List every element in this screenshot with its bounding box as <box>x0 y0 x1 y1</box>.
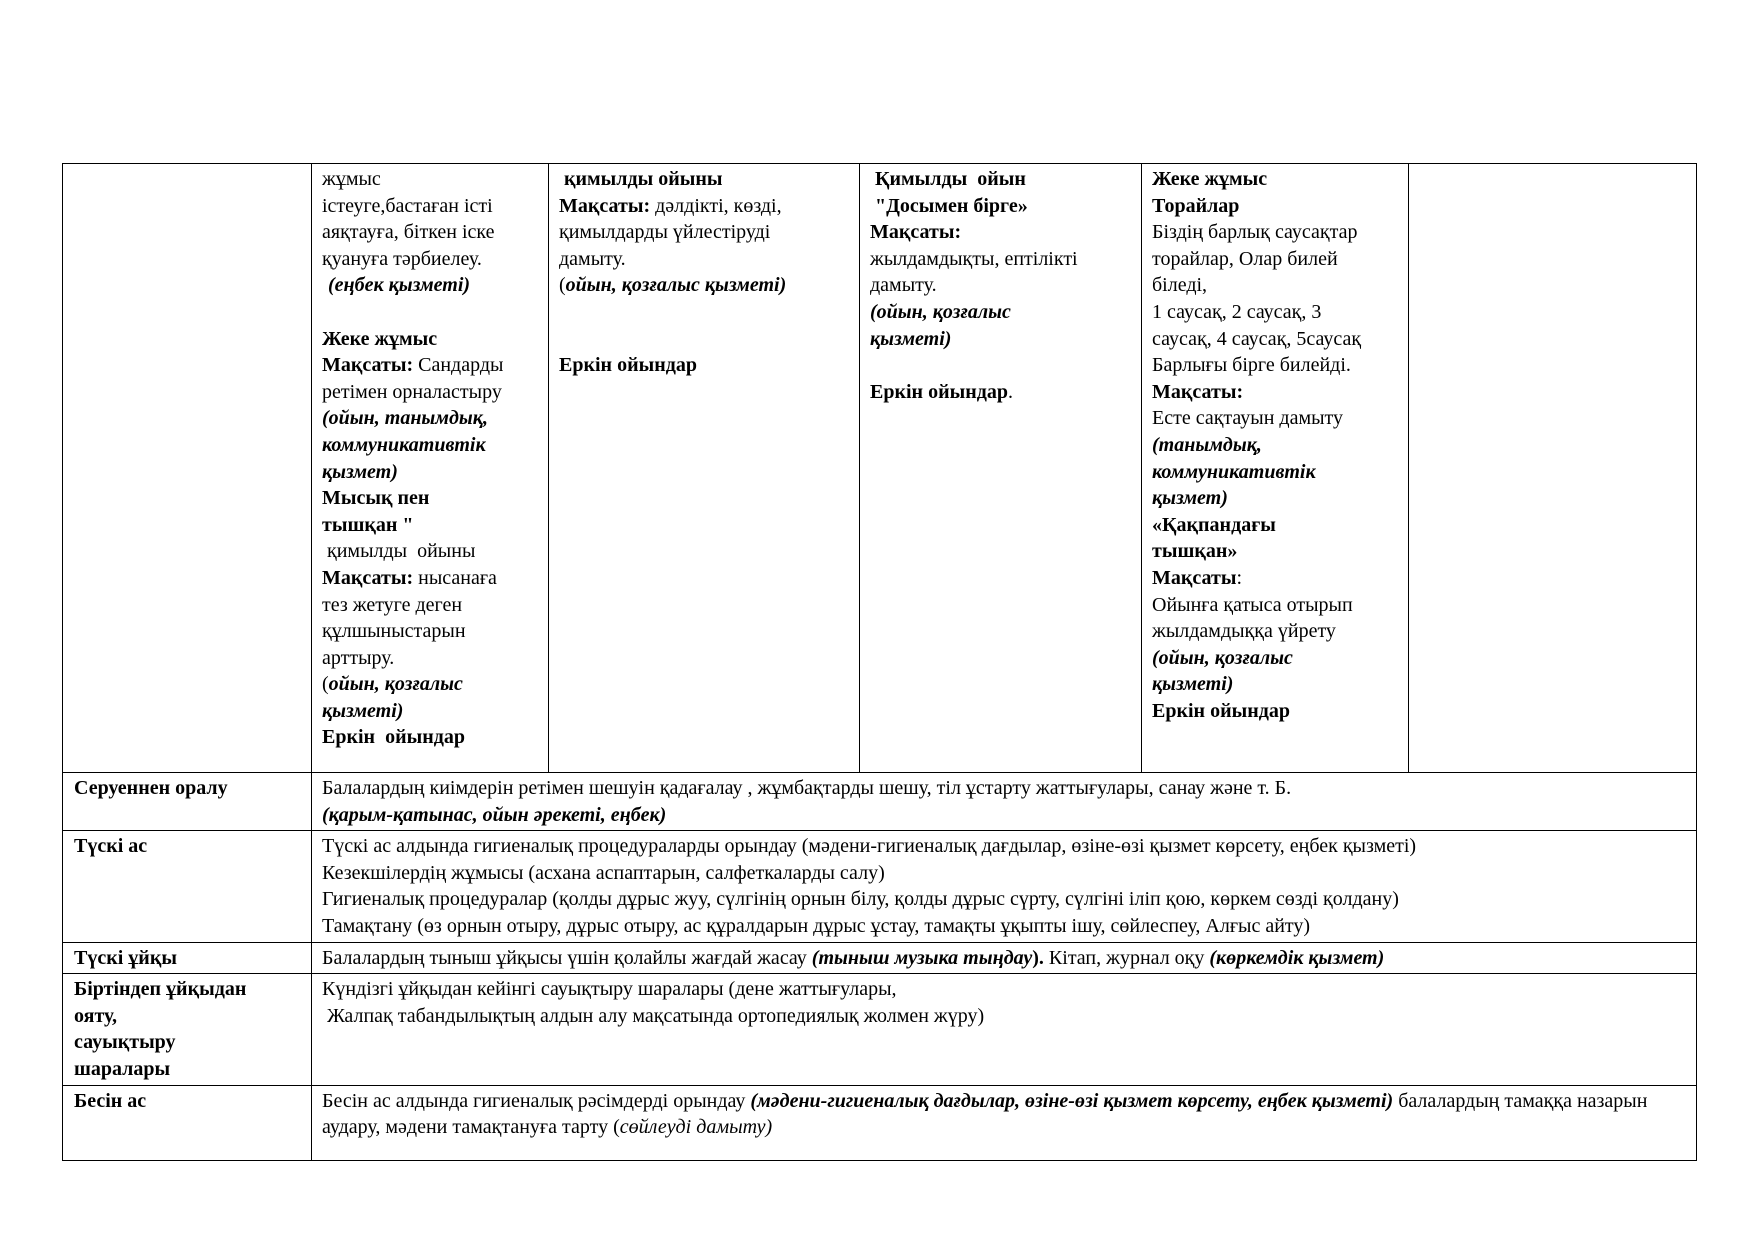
goal-label: Мақсаты: <box>322 354 414 377</box>
wake-up-content <box>312 974 1697 1085</box>
text-line: Гигиеналық процедуралар (қолды дұрыс жуу, сүлгінің орнын білу, қолды дұрыс сүрту, сүлгіні іліп қою, көркем сөзді қолдану) <box>322 888 1399 911</box>
paren: ( <box>559 274 566 297</box>
goal-text: жылдамдықты, ептілікті <box>870 247 1078 270</box>
goal-text: жылдамдыққа үйрету <box>1152 620 1336 643</box>
activity-type-note: сөйлеуді дамыту) <box>619 1116 773 1139</box>
text-line: қуануға тәрбиелеу. <box>322 247 482 270</box>
game-title: «Қақпандағы <box>1152 513 1276 536</box>
game-title: Мысық пен <box>322 487 430 510</box>
rhyme-line: Барлығы бірге билейді. <box>1152 354 1351 377</box>
colon: : <box>1236 566 1243 589</box>
day-2-activities-cell <box>312 164 549 773</box>
activity-type-note: коммуникативтік <box>322 433 486 456</box>
day-4-activities-cell <box>860 164 1142 773</box>
row-label: Түскі ас <box>63 831 312 942</box>
rhyme-line: саусақ, 4 саусақ, 5саусақ <box>1152 327 1362 350</box>
activity-type-note: (ойын, қозғалыс <box>1152 646 1293 669</box>
text-line: дамыту. <box>870 274 937 297</box>
label-line: ояту, <box>74 1004 117 1027</box>
activity-type-note: қызмет) <box>1152 487 1228 510</box>
goal-label: Мақсаты: <box>322 566 414 589</box>
activity-type-note: ойын, қозғалыс қызметі) <box>565 274 787 297</box>
activity-type-note: (танымдық, <box>1152 433 1262 456</box>
free-play-label: Еркін ойындар <box>322 726 465 749</box>
text-line: қимылды ойыны <box>322 540 476 563</box>
text-line: аяқтауға, біткен іске <box>322 221 495 244</box>
goal-label: Мақсаты: <box>870 221 962 244</box>
lunch-content <box>312 831 1697 942</box>
text-line: Түскі ас алдында гигиеналық процедураларды орындау (мәдени-гигиеналық дағдылар, өзіне-өзі қызмет көрсету, еңбек қызметі) <box>322 835 1417 858</box>
text-line: құлшыныстарын <box>322 620 466 643</box>
wake-up-row <box>63 974 1697 1085</box>
activity-type-note: ойын, қозғалыс <box>328 673 463 696</box>
game-title: тышқан " <box>322 513 414 536</box>
daily-schedule-table <box>62 163 1697 1161</box>
goal-text: Сандарды <box>413 354 504 377</box>
day-3-activities-cell <box>549 164 860 773</box>
activity-type-note: коммуникативтік <box>1152 460 1316 483</box>
row-label-cell-empty <box>63 164 312 773</box>
label-line: шаралары <box>74 1057 171 1080</box>
game-title: тышқан» <box>1152 540 1238 563</box>
goal-label: Мақсаты <box>1152 566 1237 589</box>
goal-text: нысанаға <box>413 566 497 589</box>
spacer <box>559 299 849 326</box>
period: . <box>1007 380 1013 403</box>
rhyme-line: біледі, <box>1152 274 1208 297</box>
text-run: балалардың тамаққа назарын аудару, мәдени тамақтануға тарту ( <box>322 1089 1648 1139</box>
activity-type-note: (көркемдік қызмет) <box>1209 946 1385 969</box>
activity-type-note: қызметі) <box>322 699 404 722</box>
activity-type-line <box>559 272 849 299</box>
game-title: Торайлар <box>1152 194 1240 217</box>
text-line: Күндізгі ұйқыдан кейінгі сауықтыру шаралары (дене жаттығулары, <box>322 978 897 1001</box>
text-line: жұмыс <box>322 168 381 190</box>
text-line: арттыру. <box>322 646 395 669</box>
rhyme-line: Біздің барлық саусақтар <box>1152 221 1358 244</box>
rhyme-line: торайлар, Олар билей <box>1152 247 1338 270</box>
activity-type-note: (ойын, танымдық, <box>322 407 488 430</box>
text-line: дамыту. <box>559 247 626 270</box>
activity-type-note: (қарым-қатынас, ойын әрекеті, еңбек) <box>322 803 667 826</box>
free-play-label: Еркін ойындар <box>559 354 697 377</box>
activity-type-line <box>322 671 538 698</box>
text-line: қимылдарды үйлестіруді <box>559 221 771 244</box>
row-label <box>63 974 312 1085</box>
text-run: Кітап, журнал оқу <box>1043 946 1210 969</box>
text-line: тез жетуге деген <box>322 593 463 616</box>
text-line: істеуге,бастаған істі <box>322 194 493 217</box>
spacer <box>870 352 1131 379</box>
goal-label: Мақсаты: <box>559 194 651 217</box>
spacer <box>322 299 538 326</box>
rhyme-line: 1 саусақ, 2 саусақ, 3 <box>1152 300 1322 323</box>
game-title: Қимылды ойын <box>870 168 1026 190</box>
paren: ( <box>322 673 329 696</box>
game-title: қимылды ойыны <box>559 168 723 190</box>
text-line: Жалпақ табандылықтың алдын алу мақсатында ортопедиялық жолмен жүру) <box>322 1004 985 1027</box>
goal-line <box>322 565 538 592</box>
text-line <box>322 945 1686 972</box>
day-5-activities-cell <box>1142 164 1409 773</box>
goal-line <box>559 193 849 220</box>
goal-label: Мақсаты: <box>1152 380 1244 403</box>
nap-row <box>63 942 1697 974</box>
return-walk-content <box>312 773 1697 831</box>
label-line: сауықтыру <box>74 1031 176 1054</box>
activity-type-note: қызмет) <box>322 460 398 483</box>
text-run: Бесін ас алдында гигиеналық рәсімдерді орындау <box>322 1089 751 1112</box>
label-line: Біртіндеп ұйқыдан <box>74 978 247 1001</box>
activities-continuation-row <box>63 164 1697 773</box>
row-label: Бесін ас <box>63 1085 312 1160</box>
text-run: Балалардың тыныш ұйқысы үшін қолайлы жағдай жасау <box>322 946 812 969</box>
free-play-line <box>870 379 1131 406</box>
text-line: Кезекшілердің жұмысы (асхана аспаптарын, салфеткаларды салу) <box>322 861 885 884</box>
row-label: Түскі ұйқы <box>63 942 312 974</box>
afternoon-snack-content <box>312 1085 1697 1160</box>
return-walk-row <box>63 773 1697 831</box>
activity-type-note: (ойын, қозғалыс <box>870 300 1011 323</box>
lunch-row <box>63 831 1697 942</box>
goal-line <box>322 352 538 379</box>
goal-line <box>1152 565 1398 592</box>
text-line: ретімен орналастыру <box>322 380 502 403</box>
empty-column-cell <box>1409 164 1697 773</box>
goal-text: Ойынға қатыса отырып <box>1152 593 1353 616</box>
goal-text: дәлдікті, көзді, <box>650 194 782 217</box>
text-line: Тамақтану (өз орнын отыру, дұрыс отыру, ас құралдарын дұрыс ұстау, тамақты ұқыпты ішу, сөйлеспеу, Алғыс айту) <box>322 914 1311 937</box>
afternoon-snack-row <box>63 1085 1697 1160</box>
game-title: "Досымен бірге» <box>870 194 1028 217</box>
goal-text: Есте сақтауын дамыту <box>1152 407 1344 430</box>
activity-type-note: қызметі) <box>1152 673 1234 696</box>
row-label: Серуеннен оралу <box>63 773 312 831</box>
activity-heading: Жеке жұмыс <box>322 327 438 350</box>
activity-heading: Жеке жұмыс <box>1152 168 1268 190</box>
activity-type-note: (мәдени-гигиеналық дағдылар, өзіне-өзі қызмет көрсету, еңбек қызметі) <box>750 1089 1394 1112</box>
spacer <box>559 326 849 353</box>
text-line: Балалардың киімдерін ретімен шешуін қадағалау , жұмбақтарды шешу, тіл ұстарту жаттығулары, санау және т. Б. <box>322 777 1292 799</box>
activity-type-note: қызметі) <box>870 327 952 350</box>
nap-content <box>312 942 1697 974</box>
activity-type-note: (тыныш музыка тыңдау <box>811 946 1033 969</box>
free-play-label: Еркін ойындар <box>1152 699 1290 722</box>
free-play-label: Еркін ойындар <box>870 380 1008 403</box>
activity-type-note: (еңбек қызметі) <box>328 274 471 297</box>
text-run: ). <box>1032 946 1044 969</box>
